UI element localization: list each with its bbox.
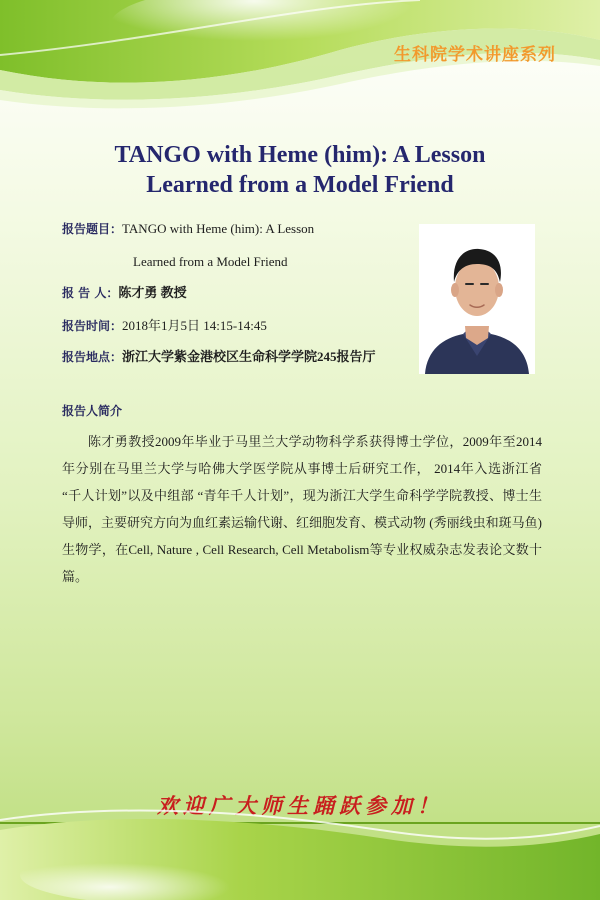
topic-row-continued [133, 253, 288, 271]
venue-row [62, 348, 376, 366]
speaker-portrait-illustration [419, 224, 535, 374]
lecture-title-line1: TANGO with Heme (him): A Lesson [114, 142, 486, 168]
time-value: 2018年1月5日 14:15-14:45 [122, 318, 267, 333]
venue-value: 浙江大学紫金港校区生命科学学院245报告厅 [122, 349, 376, 364]
venue-label: 报告地点： [62, 350, 123, 364]
speaker-label: 报 告 人： [62, 286, 119, 300]
topic-value-line1: TANGO with Heme (him): A Lesson [122, 221, 315, 236]
topic-label: 报告题目： [62, 222, 123, 236]
speaker-row [62, 284, 187, 302]
lecture-title-line2: Learned from a Model Friend [146, 172, 454, 198]
lecture-series-title: 生科院学术讲座系列 [394, 45, 556, 65]
bio-heading: 报告人简介 [62, 404, 123, 418]
time-label: 报告时间： [62, 319, 123, 333]
topic-row [62, 220, 314, 238]
speaker-value: 陈才勇 教授 [118, 285, 187, 300]
top-wave-decoration [0, 0, 600, 140]
lecture-title [40, 140, 560, 200]
bio-text: 陈才勇教授2009年毕业于马里兰大学动物科学系获得博士学位，2009年至2014年分别在马里兰大学与哈佛大学医学院从事博士后研究工作， 2014年入选浙江省 “千人计划”以及中组部 “青年千人计划”，现为浙江大学生命科学学院教授、博士生导师，主要研究方向为血红素运输代谢、红细胞发育、模式动物 (秀丽线虫和斑马鱼) 生物学，在Cell, Nature , Cell Research, Cell Metabolism等专业权威杂志发表论文数十篇。 [62, 434, 542, 584]
speaker-photo [419, 224, 535, 374]
welcome-message: 欢迎广大师生踊跃参加！ [157, 793, 443, 818]
time-row [62, 317, 267, 335]
bottom-wave-decoration [0, 790, 600, 900]
topic-value-line2: Learned from a Model Friend [133, 254, 288, 269]
